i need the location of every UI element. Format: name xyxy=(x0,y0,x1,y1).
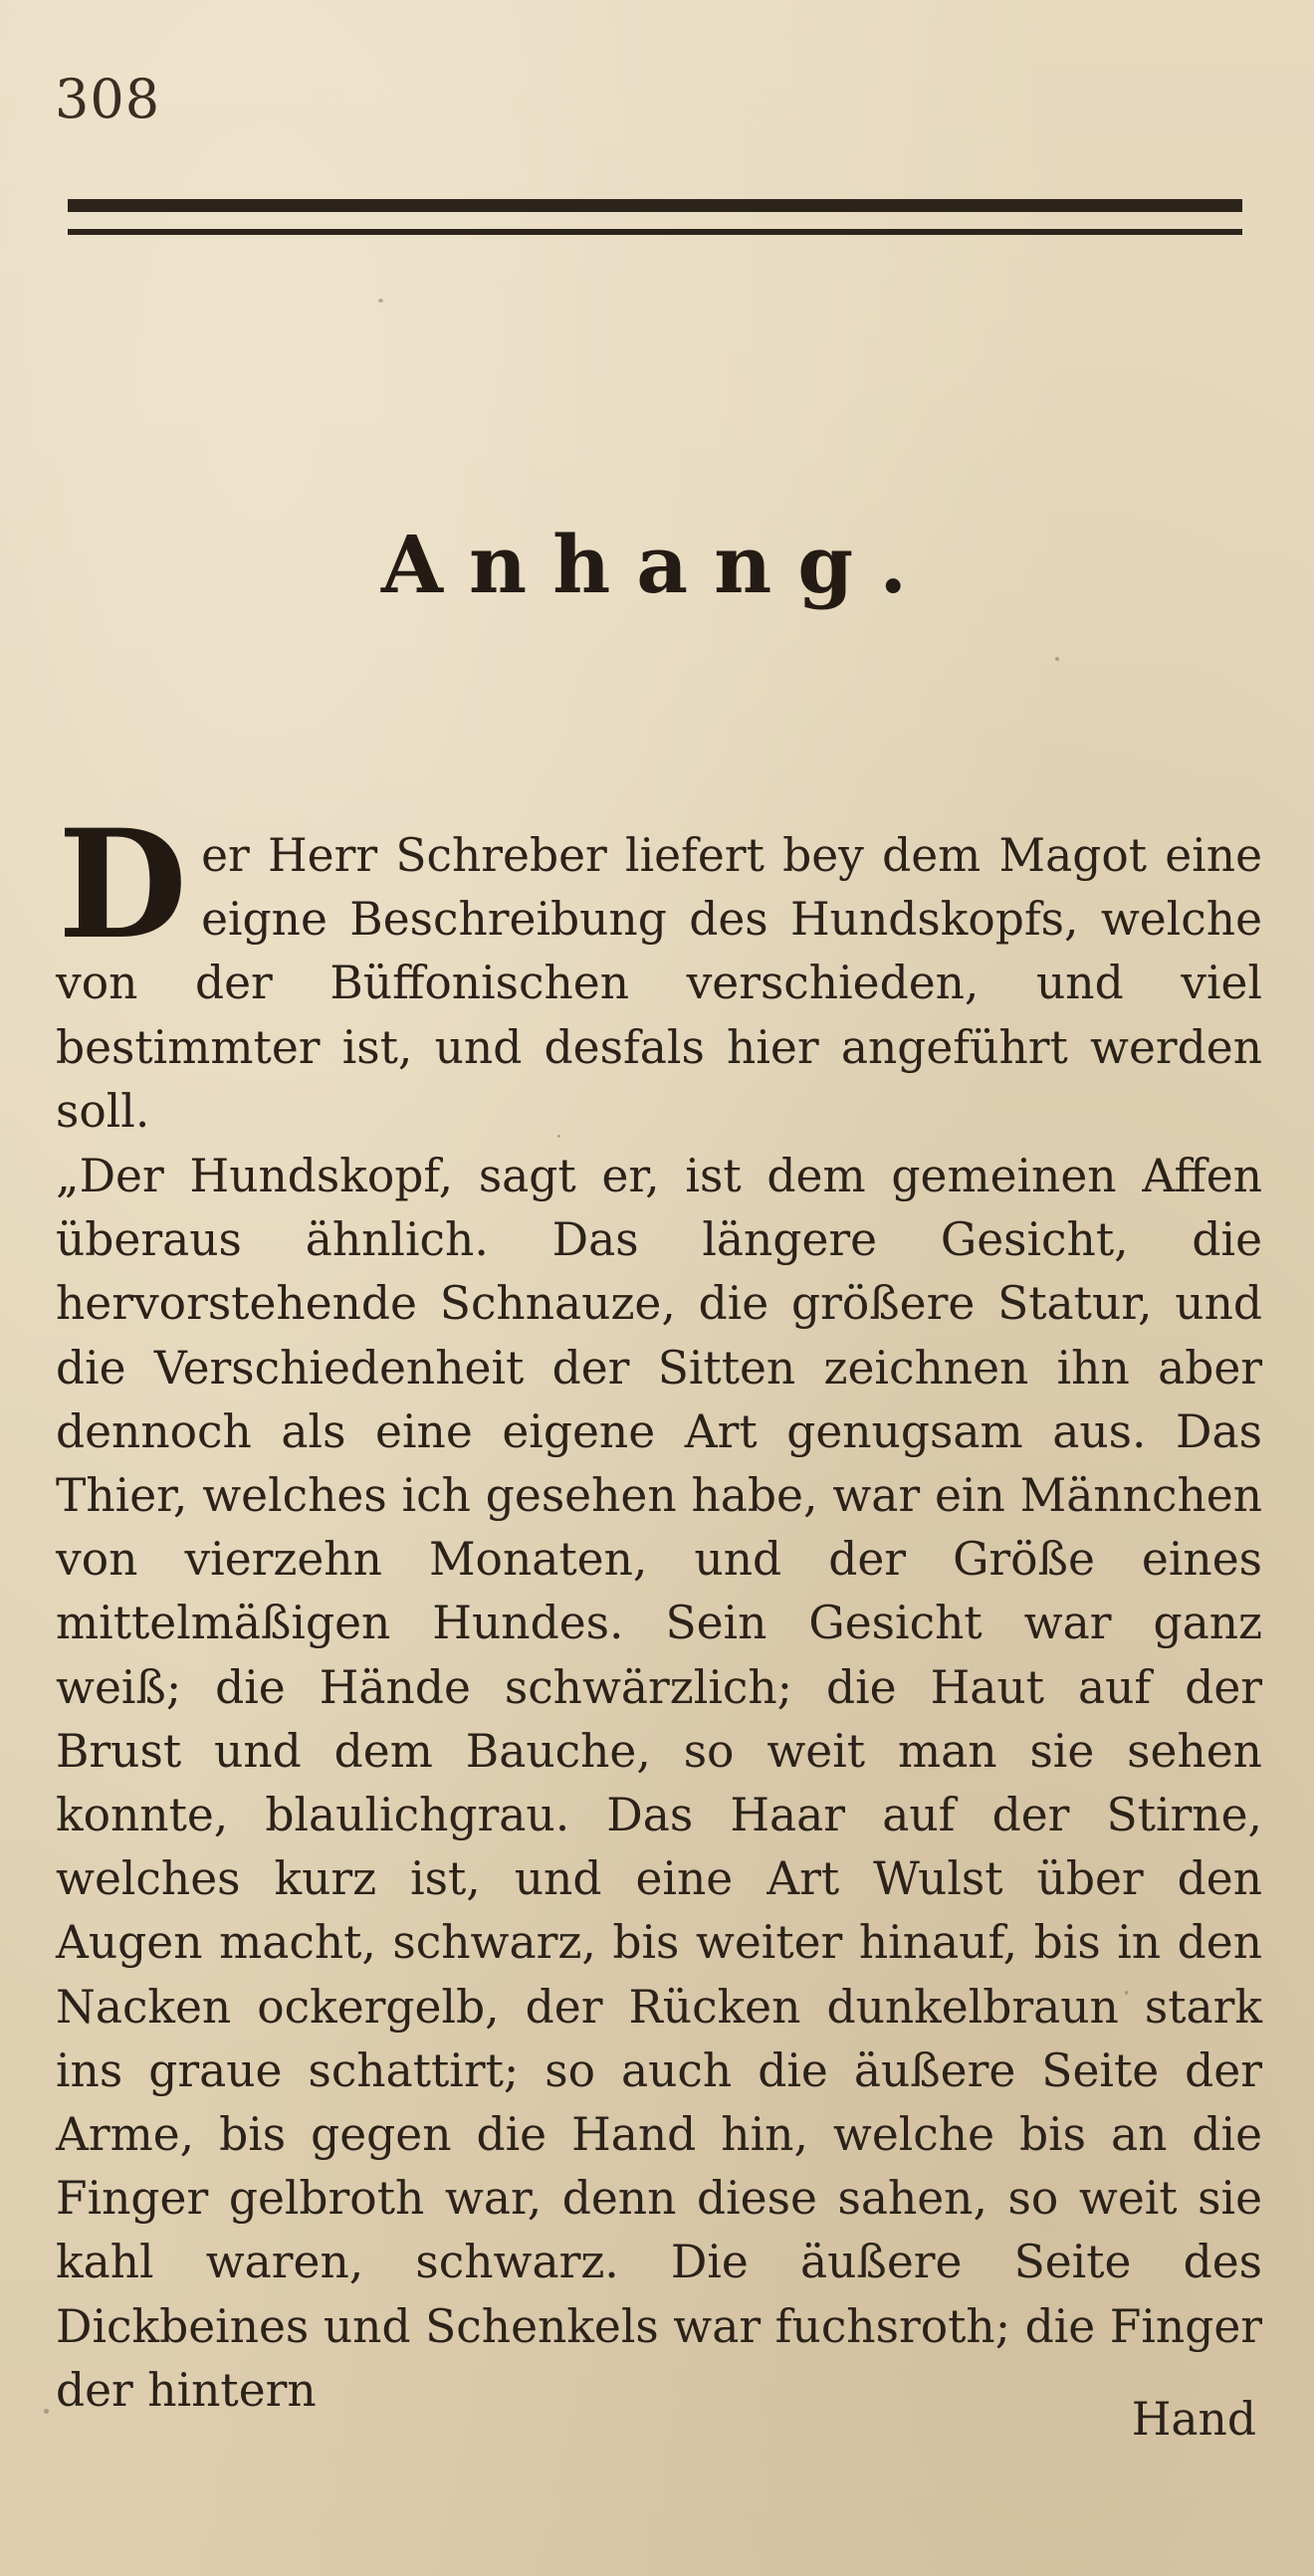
drop-cap: D xyxy=(58,797,188,972)
section-heading: Anhang. xyxy=(380,518,934,611)
paper-speck xyxy=(1125,1991,1128,1995)
paper-speck xyxy=(378,299,383,303)
paragraph-intro-text: er Herr Schreber liefert bey dem Magot eine eigne Beschreibung des Hundskopfs, welche von der Büffonischen verschieden, und viel bestimmter ist, und desfals hier angeführt werden soll. xyxy=(56,829,1262,1138)
paragraph-quote xyxy=(56,1145,1262,2423)
header-rule-thick xyxy=(68,199,1242,212)
paper-speck xyxy=(1055,657,1059,661)
page-number: 308 xyxy=(55,68,161,130)
catchword: Hand xyxy=(1131,2393,1256,2446)
paper-speck xyxy=(44,2409,49,2414)
header-rule-thin xyxy=(68,229,1242,235)
paragraph-intro xyxy=(56,797,1262,1144)
paper-speck xyxy=(557,1135,560,1138)
paragraph-quote-text: „Der Hundskopf, sagt er, ist dem gemeinen Affen überaus ähnlich. Das längere Gesicht, die hervorstehende Schnauze, die größere Statur, und die Verschiedenheit der Sitten zeichnen ihn aber dennoch als eine eigene Art genugsam aus. Das Thier, welches ich gesehen habe, war ein Männchen von vierzehn Monaten, und der Größe eines mittelmäßigen Hundes. Sein Gesicht war ganz weiß; die Hände schwärzlich; die Haut auf der Brust und dem Bauche, so weit man sie sehen konnte, blaulichgrau. Das Haar auf der Stirne, welches kurz ist, und eine Art Wulst über den Augen macht, schwarz, bis weiter hinauf, bis in den Nacken ockergelb, der Rücken dunkelbraun stark ins graue schattirt; so auch die äußere Seite der Arme, bis gegen die Hand hin, welche bis an die Finger gelbroth war, denn diese sahen, so weit sie kahl waren, schwarz. Die äußere Seite des Dickbeines und Schenkels war fuchsroth; die Finger der hintern xyxy=(56,1150,1262,2417)
